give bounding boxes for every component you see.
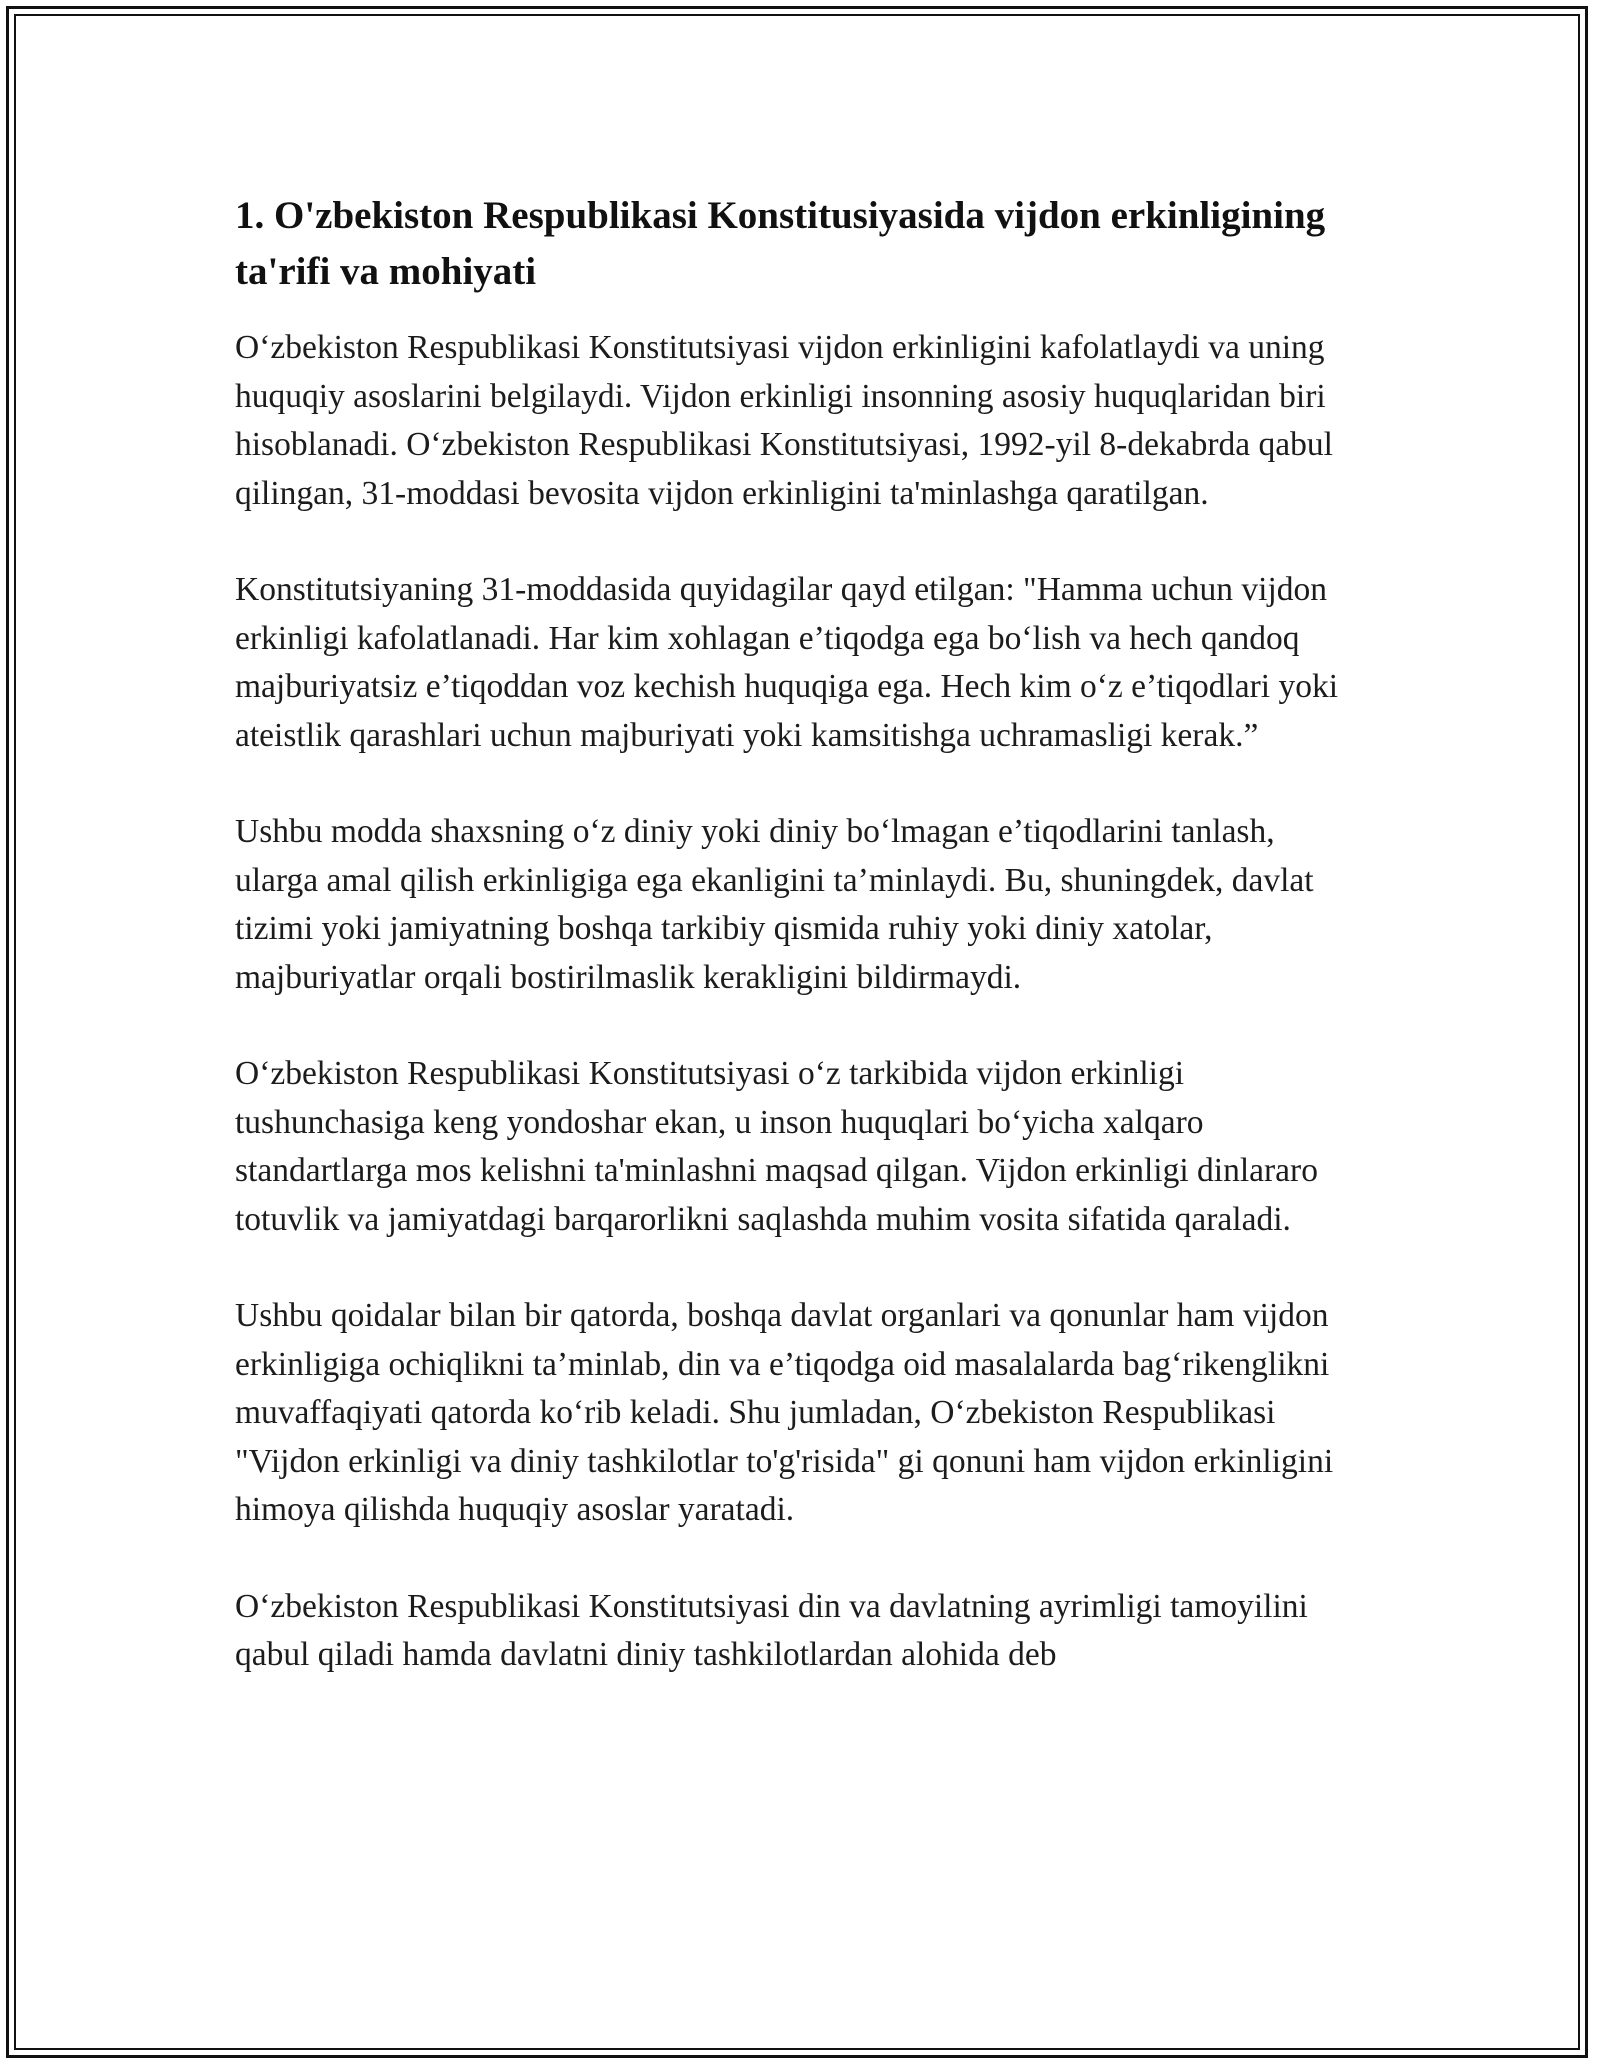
paragraph: O‘zbekiston Respublikasi Konstitutsiyasi din va davlatning ayrimligi tamoyilini qabul qiladi hamda davlatni diniy tashkilotlardan alohida deb: [235, 1587, 1308, 1673]
paragraph: Konstitutsiyaning 31-moddasida quyidagilar qayd etilgan: "Hamma uchun vijdon erkinligi kafolatlanadi. Har kim xohlagan e’tiqodga ega bo‘lish va hech qandoq majburiyatsiz e’tiqoddan voz kechish huquqiga ega. Hech kim o‘z e’tiqodlari yoki ateistlik qarashlari uchun majburiyati yoki kamsitishga uchramasligi kerak.”: [235, 571, 1339, 754]
paragraph: O‘zbekiston Respublikasi Konstitutsiyasi o‘z tarkibida vijdon erkinligi tushunchasiga keng yondoshar ekan, u inson huquqlari bo‘yicha xalqaro standartlarga mos kelishni ta'minlashni maqsad qilgan. Vijdon erkinligi dinlararo totuvlik va jamiyatdagi barqarorlikni saqlashda muhim vosita sifatida qaraladi.: [235, 1055, 1318, 1238]
paragraph: O‘zbekiston Respublikasi Konstitutsiyasi vijdon erkinligini kafolatlaydi va uning huquqiy asoslarini belgilaydi. Vijdon erkinligi insonning asosiy huquqlaridan biri hisoblanadi. O‘zbekiston Respublikasi Konstitutsiyasi, 1992-yil 8-dekabrda qabul qilingan, 31-moddasi bevosita vijdon erkinligini ta'minlashga qaratilgan.: [235, 329, 1333, 512]
paragraph: Ushbu qoidalar bilan bir qatorda, boshqa davlat organlari va qonunlar ham vijdon erkinligiga ochiqlikni ta’minlab, din va e’tiqodga oid masalalarda bag‘rikenglikni muvaffaqiyati qatorda ko‘rib keladi. Shu jumladan, O‘zbekiston Respublikasi "Vijdon erkinligi va diniy tashkilotlar to'g'risida" gi qonuni ham vijdon erkinligini himoya qilishda huquqiy asoslar yaratadi.: [235, 1297, 1334, 1528]
document-title: 1. O'zbekiston Respublikasi Konstitusiyasida vijdon erkinligining ta'rifi va mohiyati: [235, 194, 1326, 293]
paragraph: Ushbu modda shaxsning o‘z diniy yoki diniy bo‘lmagan e’tiqodlarini tanlash, ularga amal qilish erkinligiga ega ekanligini ta’minlaydi. Bu, shuningdek, davlat tizimi yoki jamiyatning boshqa tarkibiy qismida ruhiy yoki diniy xatolar, majburiyatlar orqali bostirilmaslik kerakligini bildirmaydi.: [235, 813, 1314, 996]
document-body: [235, 188, 1355, 1680]
